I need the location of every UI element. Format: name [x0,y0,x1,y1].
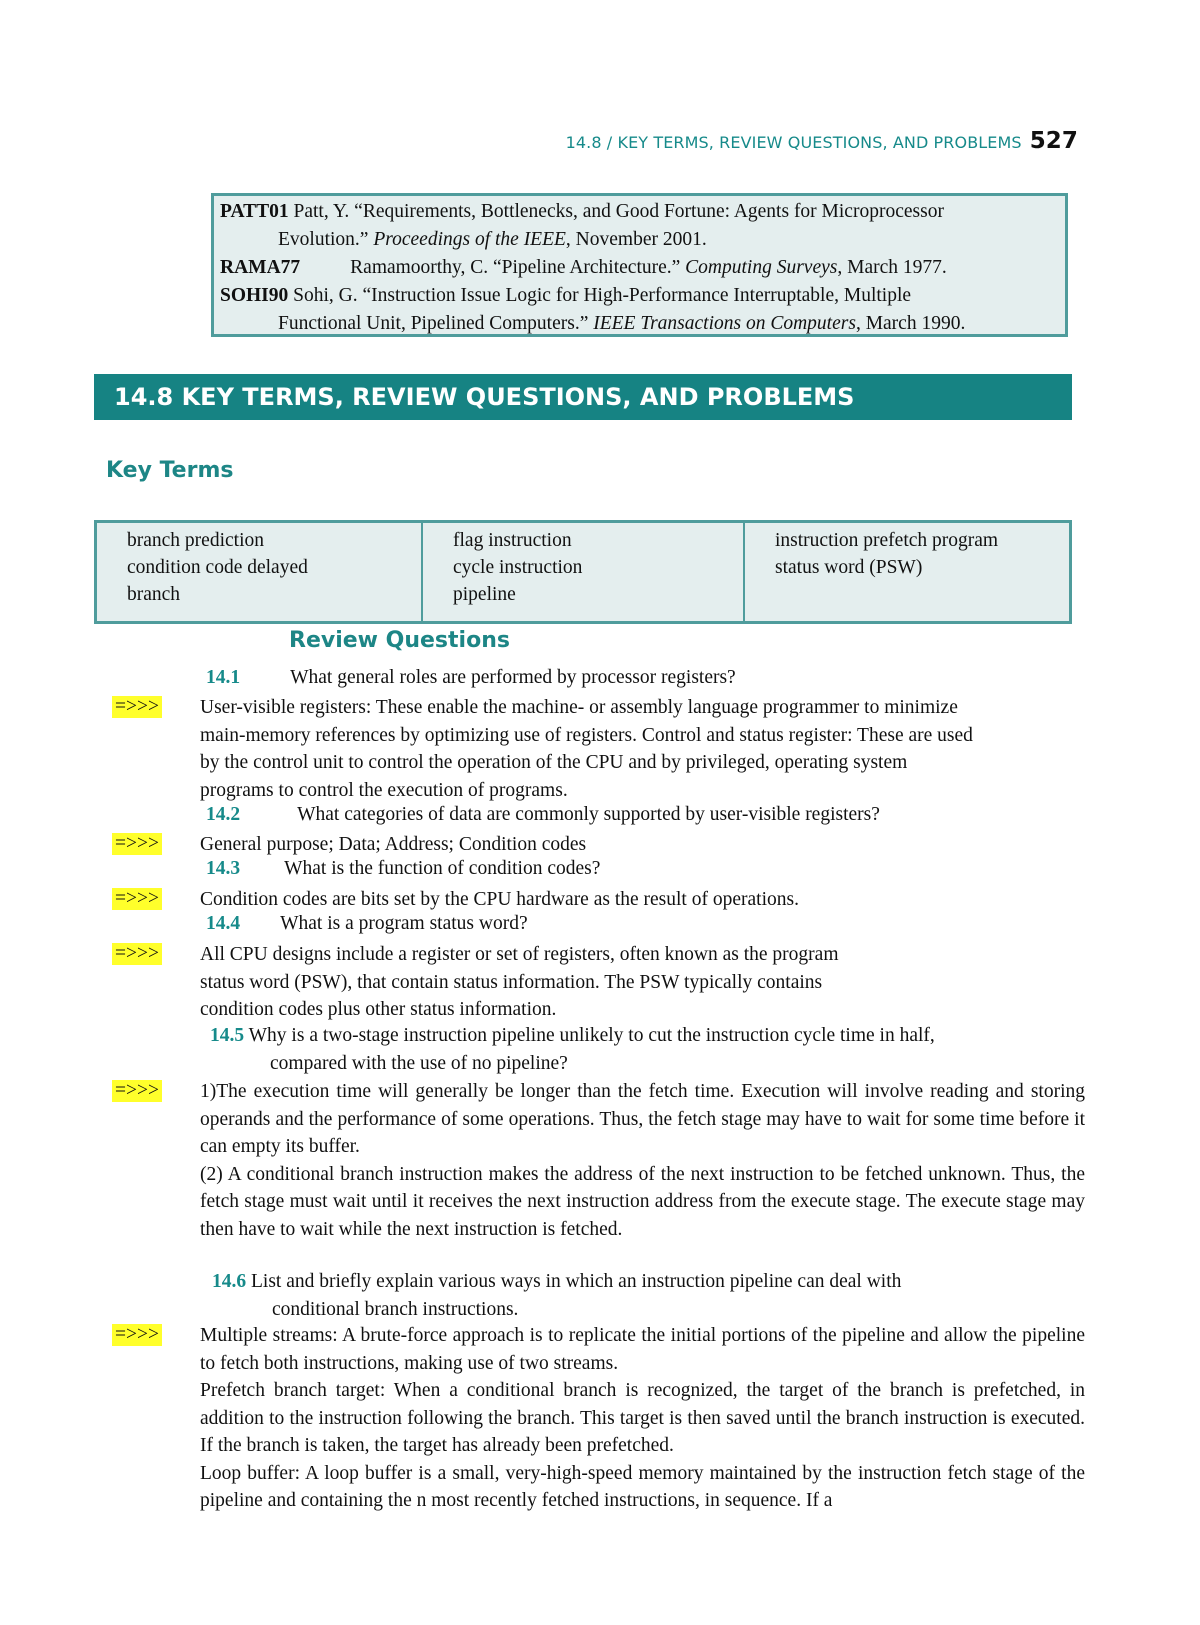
answer-line: status word (PSW), that contain status information. The PSW typically contains [200,971,823,993]
answer-14-3 [200,886,1085,914]
running-head [566,128,1078,154]
review-questions-heading: Review Questions [289,628,510,653]
question-text: compared with the use of no pipeline? [270,1052,568,1074]
answer-14-5 [200,1078,1085,1243]
key-term: branch [127,584,181,605]
reference-date: , March 1977. [837,257,947,278]
question-14-4 [206,913,528,935]
key-term: flag instruction [453,530,572,551]
reference-source: Proceedings of the IEEE [373,229,566,250]
question-text: What is the function of condition codes? [284,858,601,879]
reference-key: PATT01 [220,201,289,222]
answer-marker: =>>> [112,943,162,965]
reference-source: Computing Surveys [685,257,838,278]
question-14-1 [206,667,736,689]
reference-date: , March 1990. [855,313,966,334]
key-term: instruction prefetch program [775,530,999,551]
reference-date: , November 2001. [565,229,707,250]
answer-14-6 [200,1322,1085,1515]
answer-marker: =>>> [112,1324,162,1346]
answer-line: All CPU designs include a register or set of registers, often known as the program [200,944,839,965]
reference-text: Ramamoorthy, C. “Pipeline Architecture.” [350,257,681,278]
answer-line: programs to control the execution of programs. [200,779,568,801]
reference-text: Patt, Y. “Requirements, Bottlenecks, and Good Fortune: Agents for Microprocessor [293,201,944,222]
key-term: branch prediction [127,530,264,551]
key-terms-column [743,523,1069,621]
answer-marker: =>>> [112,696,162,718]
question-number: 14.1 [206,667,241,688]
answer-marker: =>>> [112,833,162,855]
answer-paragraph: (2) A conditional branch instruction makes the address of the next instruction to be fetched unknown. Thus, the fetch stage must wait until it receives the next instruction address from the execute stage. The execute stage may then have to wait while the next instruction is fetched. [200,1163,1085,1240]
reference-text: Sohi, G. “Instruction Issue Logic for High-Performance Interruptable, Multiple [293,285,912,306]
question-number: 14.6 [212,1271,247,1292]
key-terms-column [97,523,421,621]
question-text: What categories of data are commonly supported by user-visible registers? [297,804,880,825]
question-14-5 [210,1022,1085,1077]
reference-rama77 [220,254,1059,282]
question-number: 14.3 [206,858,241,879]
section-title-bar: 14.8 KEY TERMS, REVIEW QUESTIONS, AND PROBLEMS [94,374,1072,420]
answer-marker: =>>> [112,1080,162,1102]
question-14-2 [206,804,880,826]
page-number: 527 [1029,128,1078,154]
question-14-3 [206,858,600,880]
running-title: 14.8 / KEY TERMS, REVIEW QUESTIONS, AND PROBLEMS [565,133,1022,152]
question-number: 14.4 [206,913,241,934]
answer-paragraph: Loop buffer: A loop buffer is a small, very-high-speed memory maintained by the instruction fetch stage of the pipeline and containing the n most recently fetched instructions, in sequence. If a [200,1462,1085,1511]
reference-text: Evolution.” [278,229,369,250]
key-term: cycle instruction [453,557,583,578]
key-terms-heading: Key Terms [106,458,234,483]
answer-paragraph: Prefetch branch target: When a conditional branch is recognized, the target of the branch is prefetched, in addition to the instruction following the branch. This target is then saved until the branch instruction is executed. If the branch is taken, the target has already been prefetched. [200,1380,1085,1456]
question-text: What general roles are performed by processor registers? [290,667,736,688]
key-terms-table [94,520,1072,624]
answer-line: General purpose; Data; Address; Condition codes [200,834,587,855]
references-box [211,193,1068,337]
reference-text: Functional Unit, Pipelined Computers.” [278,313,589,334]
question-text: Why is a two-stage instruction pipeline unlikely to cut the instruction cycle time in half, [248,1025,935,1046]
answer-line: main-memory references by optimizing use of registers. Control and status register: These are used [200,724,973,746]
question-14-6 [212,1268,1085,1323]
key-term: pipeline [453,584,516,605]
key-term: status word (PSW) [775,557,923,578]
answer-line: User-visible registers: These enable the machine- or assembly language programmer to minimize [200,697,958,718]
answer-14-4 [200,941,1085,1024]
key-term: condition code delayed [127,557,308,578]
reference-key: RAMA77 [220,257,301,278]
question-text: conditional branch instructions. [272,1298,519,1320]
question-text: What is a program status word? [280,913,528,934]
answer-14-1 [200,694,1085,804]
question-number: 14.5 [210,1025,245,1046]
answer-line: Condition codes are bits set by the CPU hardware as the result of operations. [200,889,799,910]
answer-line: by the control unit to control the operation of the CPU and by privileged, operating system [200,752,908,773]
key-terms-column [421,523,743,621]
answer-14-2 [200,831,1085,859]
answer-paragraph: 1)The execution time will generally be longer than the fetch time. Execution will involve reading and storing operands and the performance of some operations. Thus, the fetch stage may have to wait for some time before it can empty its buffer. [200,1081,1085,1157]
question-number: 14.2 [206,804,241,825]
answer-paragraph: Multiple streams: A brute-force approach is to replicate the initial portions of the pipeline and allow the pipeline to fetch both instructions, making use of two streams. [200,1325,1085,1374]
answer-marker: =>>> [112,888,162,910]
question-text: List and briefly explain various ways in which an instruction pipeline can deal with [251,1271,902,1292]
reference-sohi90 [220,282,1059,338]
answer-line: condition codes plus other status information. [200,999,557,1020]
reference-patt01 [220,198,1059,254]
reference-source: IEEE Transactions on Computers [593,313,856,334]
reference-key: SOHI90 [220,285,289,306]
